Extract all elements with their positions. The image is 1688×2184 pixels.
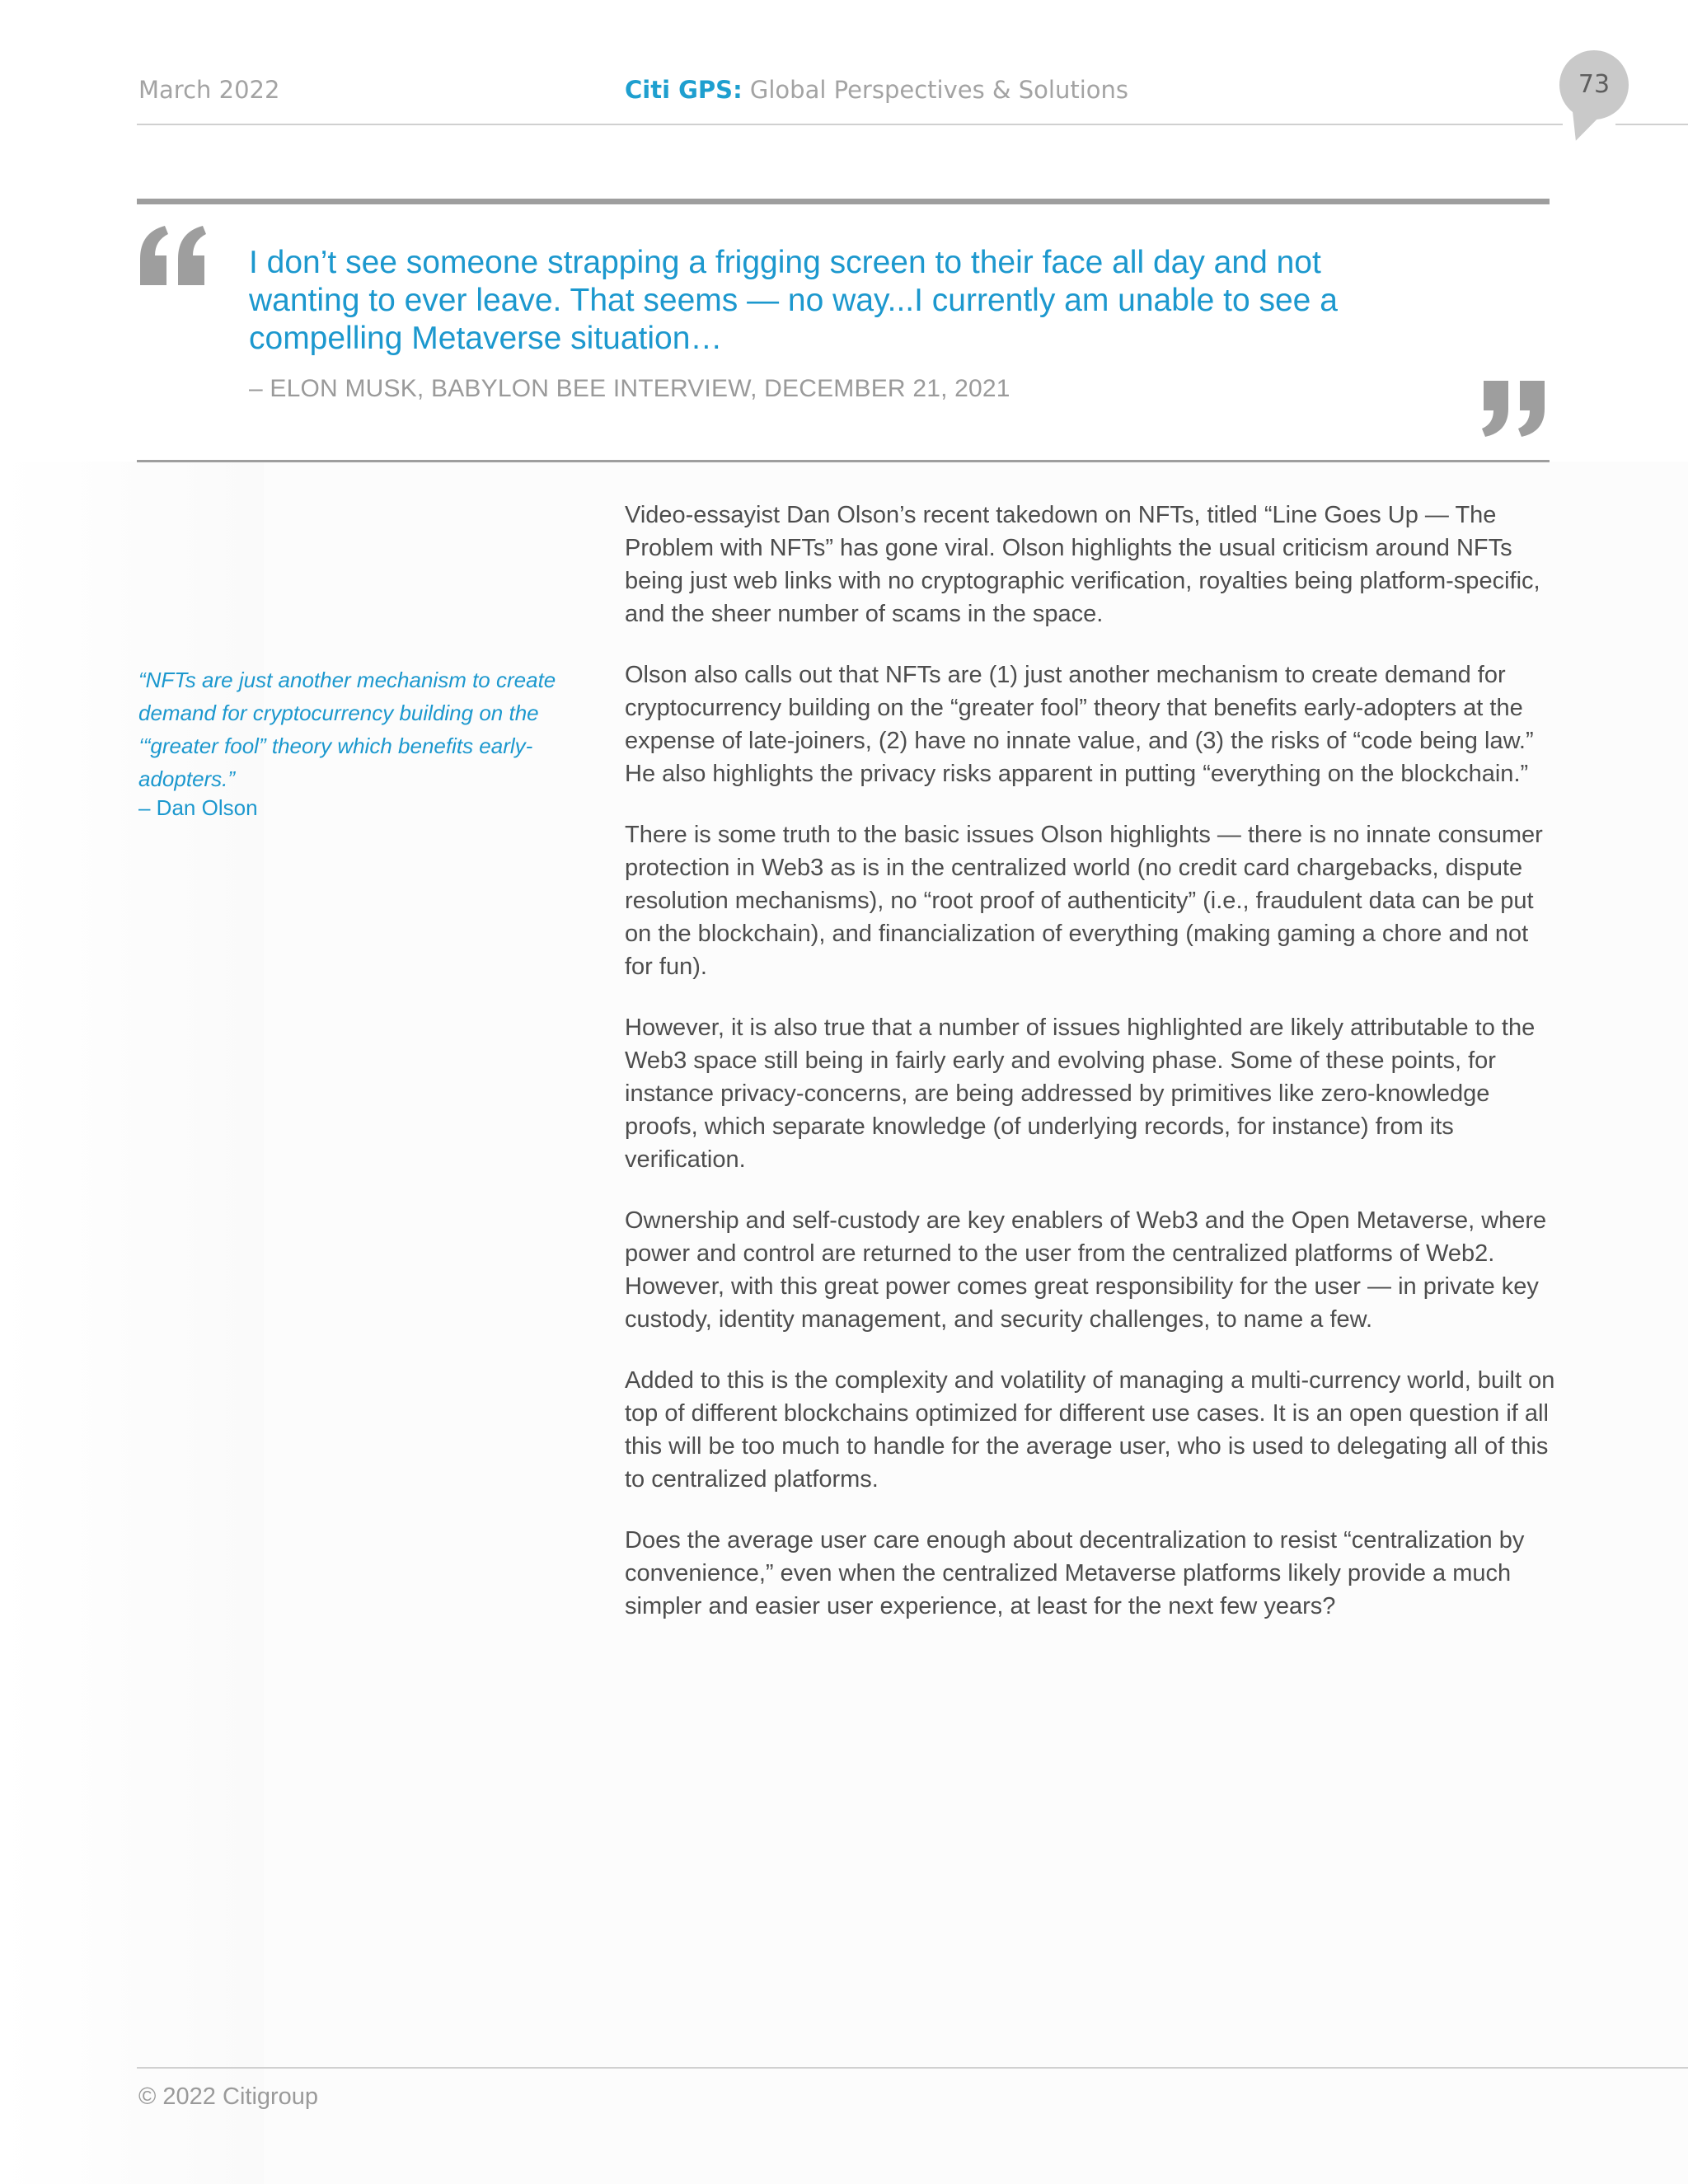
body-paragraph: There is some truth to the basic issues Olson highlights — there is no innate consumer protection in Web3 as is in the centralized world (no credit card chargebacks, dispute resolution mechanisms), no “root proof of authenticity” (i.e., fraudulent data can be put on the blockchain), and financialization of everything (making gaming a chore and not for fun). xyxy=(625,822,1543,980)
feature-quote-bottom-rule xyxy=(137,460,1550,462)
body-paragraph: Added to this is the complexity and volatility of managing a multi-currency world, built on top of different blockchains optimized for different use cases. It is an open question if all this will be too much to handle for the average user, who is used to delegating all of this to centralized platforms. xyxy=(625,1367,1555,1493)
footer-divider xyxy=(137,2067,1688,2069)
feature-quote-top-rule xyxy=(137,199,1550,204)
body-paragraph: Ownership and self-custody are key enablers of Web3 and the Open Metaverse, where power and control are returned to the user from the centralized platforms of Web2. However, with this great power comes great responsibility for the user — in private key custody, identity management, and security challenges, to name a few. xyxy=(625,1207,1547,1333)
footer-copyright: © 2022 Citigroup xyxy=(138,2083,319,2110)
feature-quote-text: I don’t see someone strapping a frigging screen to their face all day and not wanting to ever leave. That seems — no way...I currently am unable to see a compelling Metaverse situation… xyxy=(249,245,1338,356)
body-text-column xyxy=(625,499,1556,1651)
body-paragraph: Does the average user care enough about decentralization to resist “centralization by convenience,” even when the centralized Metaverse platforms likely provide a much simpler and easier user experience, at least for the next few years? xyxy=(625,1527,1525,1619)
header-divider xyxy=(137,124,1563,125)
body-paragraph: Video-essayist Dan Olson’s recent takedown on NFTs, titled “Line Goes Up — The Problem with NFTs” has gone viral. Olson highlights the usual criticism around NFTs being just web links with no cryptographic verification, royalties being platform-specific, and the sheer number of scams in the space. xyxy=(625,502,1540,627)
page-number-badge: 73 xyxy=(1559,50,1629,120)
header-date: March 2022 xyxy=(138,76,280,104)
header-subtitle: Global Perspectives & Solutions xyxy=(749,76,1128,104)
header-title xyxy=(625,76,1128,104)
feature-quote-attribution: – ELON MUSK, BABYLON BEE INTERVIEW, DECEMBER 21, 2021 xyxy=(249,375,1010,402)
pull-quote-attribution: – Dan Olson xyxy=(138,795,258,820)
body-paragraph: Olson also calls out that NFTs are (1) just another mechanism to create demand for cryptocurrency building on the “greater fool” theory that benefits early-adopters at the expense of late-joiners, (2) have no innate value, and (3) the risks of “code being law.” He also highlights the privacy risks apparent in putting “everything on the blockchain.” xyxy=(625,662,1534,787)
body-paragraph: However, it is also true that a number of issues highlighted are likely attributable to the Web3 space still being in fairly early and evolving phase. Some of these points, for instance privacy-concerns, are being addressed by primitives like zero-knowledge proofs, which separate knowledge (of underlying records, for instance) from its verification. xyxy=(625,1015,1536,1173)
open-quote-icon xyxy=(137,223,211,288)
header-divider-right xyxy=(1615,124,1688,125)
header-brand: Citi GPS: xyxy=(625,76,743,104)
close-quote-icon xyxy=(1480,379,1550,438)
pull-quote-text: “NFTs are just another mechanism to create demand for cryptocurrency building on the ‘“greater fool” theory which benefits early-adopters.” xyxy=(138,668,556,791)
